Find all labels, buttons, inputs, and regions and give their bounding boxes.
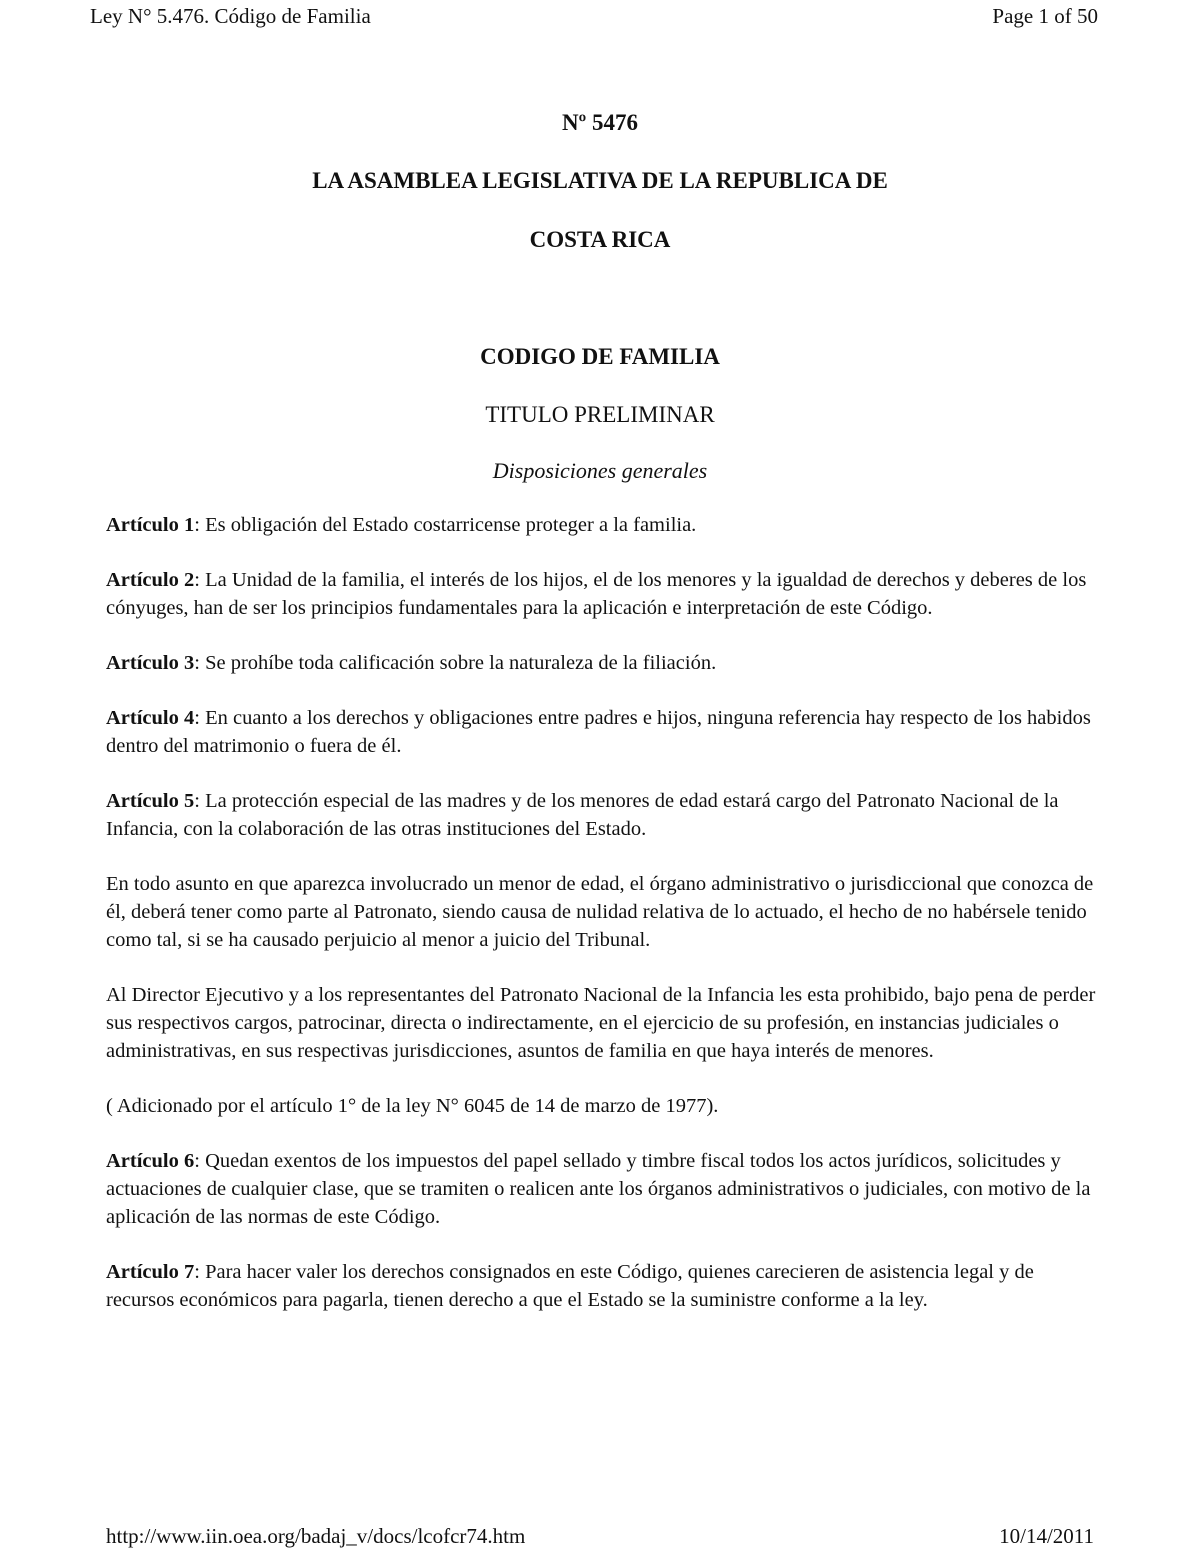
article-text: : Para hacer valer los derechos consignados en este Código, quienes carecieren de asistencia legal y de recursos económicos para pagarla, tienen derecho a que el Estado se la suministre conforme a la ley.: [106, 1261, 1034, 1311]
assembly-heading-line2: COSTA RICA: [529, 227, 671, 252]
document-title: Ley N° 5.476. Código de Familia: [90, 4, 371, 28]
article-label: Artículo 2: [106, 569, 195, 591]
title-preliminar: TITULO PRELIMINAR: [485, 402, 715, 427]
article-7: [106, 1258, 1096, 1314]
source-url: http://www.iin.oea.org/badaj_v/docs/lcofcr74.htm: [106, 1524, 526, 1548]
code-title: CODIGO DE FAMILIA: [480, 344, 720, 369]
page-indicator: Page 1 of 50: [992, 4, 1098, 28]
print-date: 10/14/2011: [999, 1524, 1094, 1548]
section-heading: Disposiciones generales: [492, 458, 708, 483]
article-label: Artículo 6: [106, 1150, 195, 1172]
article-3: [106, 649, 1096, 677]
document-body: [106, 511, 1096, 1341]
article-2: [106, 566, 1096, 622]
article-text: : La protección especial de las madres y de los menores de edad estará cargo del Patronato Nacional de la Infancia, con la colaboración de las otras instituciones del Estado.: [106, 790, 1059, 840]
article-text: : Se prohíbe toda calificación sobre la naturaleza de la filiación.: [194, 652, 717, 674]
article-label: Artículo 4: [106, 707, 195, 729]
page-footer: [106, 1522, 1094, 1550]
article-text: : En cuanto a los derechos y obligaciones entre padres e hijos, ninguna referencia hay respecto de los habidos dentro del matrimonio o fuera de él.: [106, 707, 1091, 757]
article-text: : Quedan exentos de los impuestos del papel sellado y timbre fiscal todos los actos jurídicos, solicitudes y actuaciones de cualquier clase, que se tramiten o realicen ante los órganos administrativos o judiciales, con motivo de la aplicación de las normas de este Código.: [106, 1150, 1091, 1228]
article-text: : Es obligación del Estado costarricense proteger a la familia.: [194, 514, 697, 536]
law-number: Nº 5476: [562, 110, 638, 135]
article-text: : La Unidad de la familia, el interés de los hijos, el de los menores y la igualdad de derechos y deberes de los cónyuges, han de ser los principios fundamentales para la aplicación e interpretación de este Código.: [106, 569, 1087, 619]
assembly-heading-line1: LA ASAMBLEA LEGISLATIVA DE LA REPUBLICA DE: [312, 168, 888, 193]
article-5: [106, 787, 1096, 843]
article-6: [106, 1147, 1096, 1231]
article-5-paragraph-2: En todo asunto en que aparezca involucrado un menor de edad, el órgano administrativo o jurisdiccional que conozca de él, deberá tener como parte al Patronato, siendo causa de nulidad relativa de lo actuado, el hecho de no habérsele tenido como tal, si se ha causado perjuicio al menor a juicio del Tribunal.: [106, 873, 1094, 951]
article-label: Artículo 5: [106, 790, 195, 812]
amendment-note: ( Adicionado por el artículo 1° de la ley N° 6045 de 14 de marzo de 1977).: [106, 1095, 719, 1117]
article-5-paragraph-3: Al Director Ejecutivo y a los representantes del Patronato Nacional de la Infancia les esta prohibido, bajo pena de perder sus respectivos cargos, patrocinar, directa o indirectamente, en el ejercicio de su profesión, en instancias judiciales o administrativas, en sus respectivas jurisdicciones, asuntos de familia en que haya interés de menores.: [106, 984, 1096, 1062]
article-label: Artículo 7: [106, 1261, 195, 1283]
article-1: [106, 511, 1096, 539]
article-label: Artículo 3: [106, 652, 195, 674]
page-header: [90, 2, 1098, 30]
article-label: Artículo 1: [106, 514, 195, 536]
article-4: [106, 704, 1096, 760]
